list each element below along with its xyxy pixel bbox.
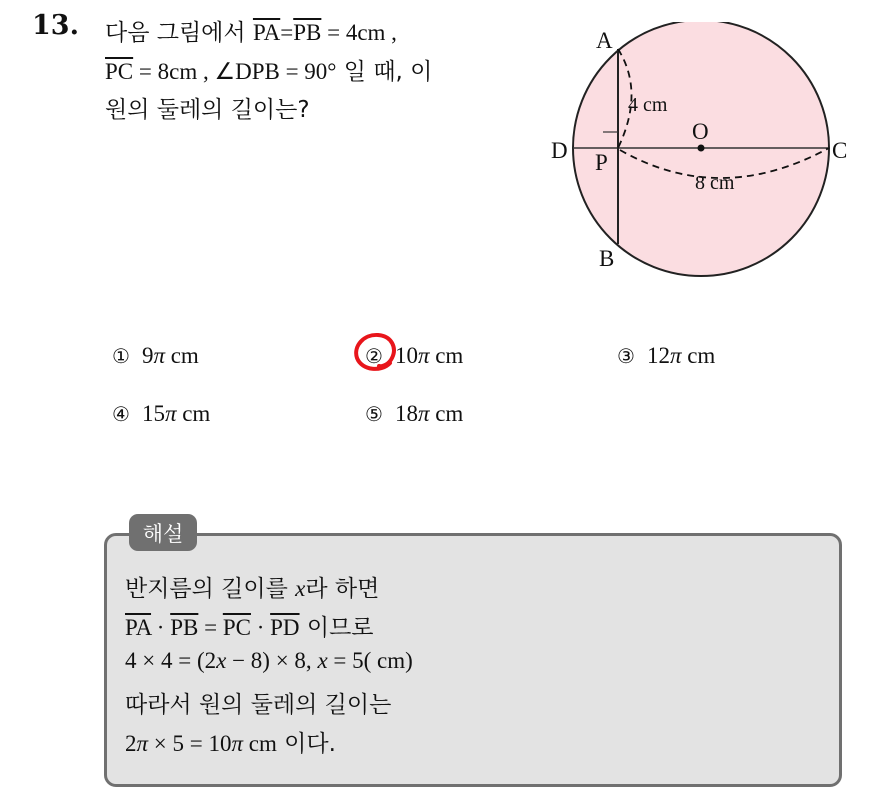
label-b: B (599, 246, 615, 271)
question-line-2 (105, 53, 432, 86)
solution-line-5: 2π × 5 = 10π cm 이다. (125, 731, 336, 757)
label-o: O (692, 119, 709, 144)
label-c: C (832, 138, 848, 163)
choice-2[interactable]: ② 10π cm (365, 343, 464, 368)
equals-sign: = (280, 20, 294, 45)
choice-4[interactable]: ④ 15π cm (112, 401, 211, 426)
question-number: 13. (32, 10, 79, 41)
solution-line-3: 4 × 4 = (2x − 8) × 8, x = 5( cm) (125, 648, 413, 673)
choice-marker: ④ (112, 402, 130, 426)
question-text: 다음 그림에서 (105, 20, 246, 46)
measure-pa: 4 cm (628, 94, 668, 116)
segment-pb: $\overline{PB}$ (293, 20, 322, 45)
label-a: A (596, 28, 613, 53)
choice-3[interactable]: ③ 12π cm (617, 343, 716, 368)
circle-figure (540, 22, 870, 280)
solution-line-2: $\overline{PA} \cdot \overline{PB} = \overline{PC} \cdot \overline{PD}$ 이므로 (125, 615, 374, 641)
question-line-3: 원의 둘레의 길이는? (105, 97, 310, 123)
choice-marker: ⑤ (365, 402, 383, 426)
segment-pc: $\overline{PC}$ (105, 59, 134, 84)
question-line-1 (105, 14, 397, 47)
measure-pc: 8 cm (695, 172, 735, 194)
choice-1[interactable]: ① 9π cm (112, 343, 199, 368)
solution-line-1: 반지름의 길이를 x라 하면 (125, 576, 380, 602)
label-d: D (551, 138, 568, 163)
choice-5[interactable]: ⑤ 18π cm (365, 401, 464, 426)
solution-tag: 해설 (129, 514, 197, 551)
center-point (698, 145, 705, 152)
question-text-2: 일 때, 이 (336, 59, 433, 85)
choice-marker: ① (112, 344, 130, 368)
choice-marker: ③ (617, 344, 635, 368)
solution-line-4: 따라서 원의 둘레의 길이는 (125, 692, 392, 718)
answer-circle-mark (352, 330, 400, 374)
condition-values: = 8cm , ∠DPB = 90° (133, 59, 337, 84)
choice-marker: ② (365, 344, 383, 368)
label-p: P (595, 150, 608, 175)
segment-pa: $\overline{PA}$ (252, 20, 281, 45)
length-value: = 4cm , (321, 20, 397, 45)
